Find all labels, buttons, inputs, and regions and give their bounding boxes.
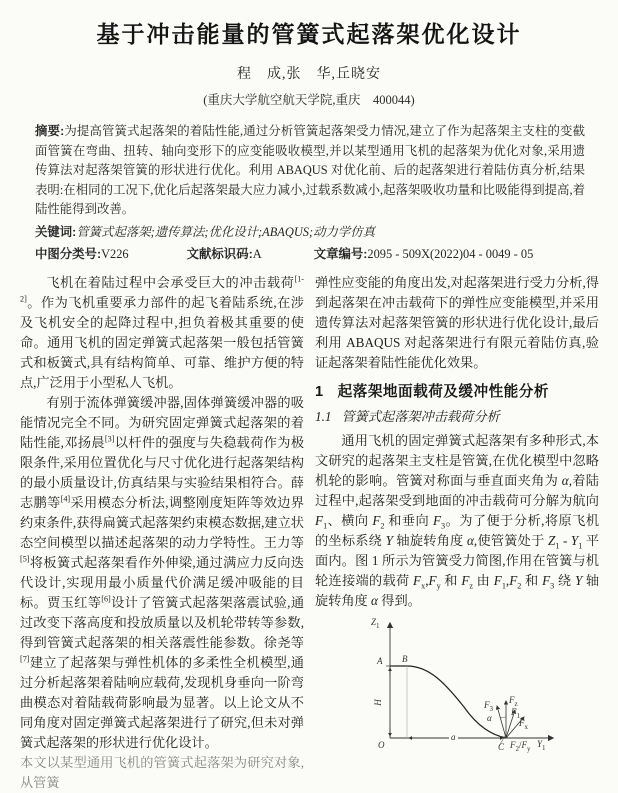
abstract-block [35,122,585,220]
subsection-title: 管簧式起落架冲击载荷分析 [341,408,500,424]
y-axis-label: $Y_1$ [537,738,546,752]
force-fx-label: $F_x$ [519,717,528,731]
keywords-label: 关键词: [35,224,77,239]
subsection-heading-1-1 [315,407,599,427]
clc-value: V226 [101,246,129,261]
section-title: 起落架地面载荷及缓冲性能分析 [337,383,549,400]
body-columns [0,265,618,790]
authors-line: 程 成,张 华,丘晓安 [237,67,381,82]
point-o-label: O [378,739,385,750]
clc-label: 中图分类号: [35,246,102,261]
point-b-label: B [402,653,408,664]
h-dimension-label: H [372,699,383,706]
paragraph-load-analysis: 通用飞机的固定弹簧式起落架有多种形式,本文研究的起落架主支柱是管簧,在优化模型中忽略机轮的影响。管簧对称面与垂直面夹角为 α,着陆过程中,起落架受到地面的冲击载荷可分解为航向 $F_1$、横向 $F_2$ 和垂向 $F_3$。为了便于分析,将原飞机的坐标系绕 Y 轴旋转角度 α,使管簧处于 $Z_1 - Y_1$ 平面内。图 1 所示为管簧受力简图,作用在管簧与机轮连接端的载荷 $F_x,F_y$ 和 $F_z$ 由 $F_1,F_2$ 和 $F_3$ 绕 Y 轴旋转角度 α 得到。 [315,432,600,608]
doc-code-value: A [252,246,262,261]
keywords-line [35,222,585,243]
point-a-label: A [377,655,383,666]
affiliation-line: (重庆大学航空航天学院,重庆 400044) [203,93,415,107]
section-number: 1 [315,383,324,400]
article-no-value: 2095 - 509X(2022)04 - 0049 - 05 [367,246,534,261]
paragraph-intro: 飞机在着陆过程中会承受巨大的冲击载荷[1-2]。作为飞机重要承力部件的起飞着陆系统,在涉及飞机安全的起降过程中,担负着极其重要的使命。通用飞机的固定弹簧式起落架一般包括管簧式和板簧式,具有结构简单、可靠、维护方便的特点,广泛用于小型私人飞机。 [20,274,304,390]
paragraph-continuation: 弹性应变能的角度出发,对起落架进行受力分析,得到起落架在冲击载荷下的弹性应变能模型,并采用遗传算法对起落架管簧的形状进行优化设计,最后利用 ABAQUS 对起落架进行有限元着陆仿真,验证起落架着陆性能优化效果。 [315,274,599,370]
front-matter [0,108,618,265]
article-no-label: 文章编号: [313,246,368,261]
vector-f3 [497,706,506,738]
z-axis-label: $Z_1$ [371,616,380,630]
force-f1-label: $F_1$ [511,706,520,720]
alpha-arc [501,717,507,718]
abstract-text: 为提高管簧式起落架的着陆性能,通过分析管簧起落架受力情况,建立了作为起落架主支柱的变截面管簧在弯曲、扭转、轴向变形下的应变能吸收模型,并以某型通用飞机的起落架为优化对象,采用遗传算法对起落架管簧的形状进行优化。利用 ABAQUS 对优化前、后的起落架进行着陆仿真分析,结果表明:在相同的工况下,优化后起落架最大应力减小,过载系数减小,起落架吸收功量和比吸能得到提高,着陆性能得到改善。 [35,124,585,217]
doc-code-label: 文献标识码: [186,246,253,261]
meta-line [35,244,585,265]
paragraph-literature: 有别于流体弹簧缓冲器,固体弹簧缓冲器的吸能情况完全不同。为研究固定弹簧式起落架的着陆性能,邓扬晨[3]以杆件的强度与失稳载荷作为极限条件,采用位置优化与尺寸优化进行起落架结构的最小质量设计,仿真结果与实验结果相符合。薛志鹏等[4]采用模态分析法,调整刚度矩阵等效边界约束条件,获得扁簧式起落架约束模态数据,建立状态空间模型以描述起落架的动力学特性。王力等[5]将板簧式起落架看作外伸梁,通过满应力反向迭代设计,实现用最小质量代价满足缓冲吸能的目标。贾玉红等[6]设计了管簧式起落架落震试验,通过改变下落高度和投放质量以及机轮带转等参数,得到管簧式起落架的相关落震性能参数。徐尧等[7]建立了起落架与弹性机体的多柔性全机模型,通过分析起落架着陆响应载荷,发现机身垂向一阶弯曲模态对着陆载荷影响最为显著。以上论文从不同角度对固定弹簧式起落架进行了研究,但未对弹簧式起落架的形状进行优化设计。 [20,394,305,750]
alpha-angle-label: α [487,712,492,723]
a-dimension-label: a [451,731,456,742]
force-fz-label: $F_z$ [509,694,518,708]
point-c-label: C [498,741,505,752]
doc-code-item [187,244,262,265]
force-f3-label: $F_3$ [484,699,493,713]
clc-item [35,244,129,265]
abstract-label: 摘要: [35,124,65,138]
left-column [20,273,305,790]
right-column [315,273,599,759]
page-title: 基于冲击能量的管簧式起落架优化设计 [96,21,522,47]
clipped-line: 本文以某型通用飞机的管簧式起落架为研究对象,从管簧 [20,754,304,790]
article-no-item [314,244,534,265]
section-heading-1 [315,382,599,402]
figure-1-force-diagram [315,615,599,755]
keywords-text: 管簧式起落架;遗传算法;优化设计;ABAQUS;动力学仿真 [76,224,376,239]
subsection-number: 1.1 [315,408,332,424]
force-f2y-label: $F_2/F_y$ [510,739,531,753]
